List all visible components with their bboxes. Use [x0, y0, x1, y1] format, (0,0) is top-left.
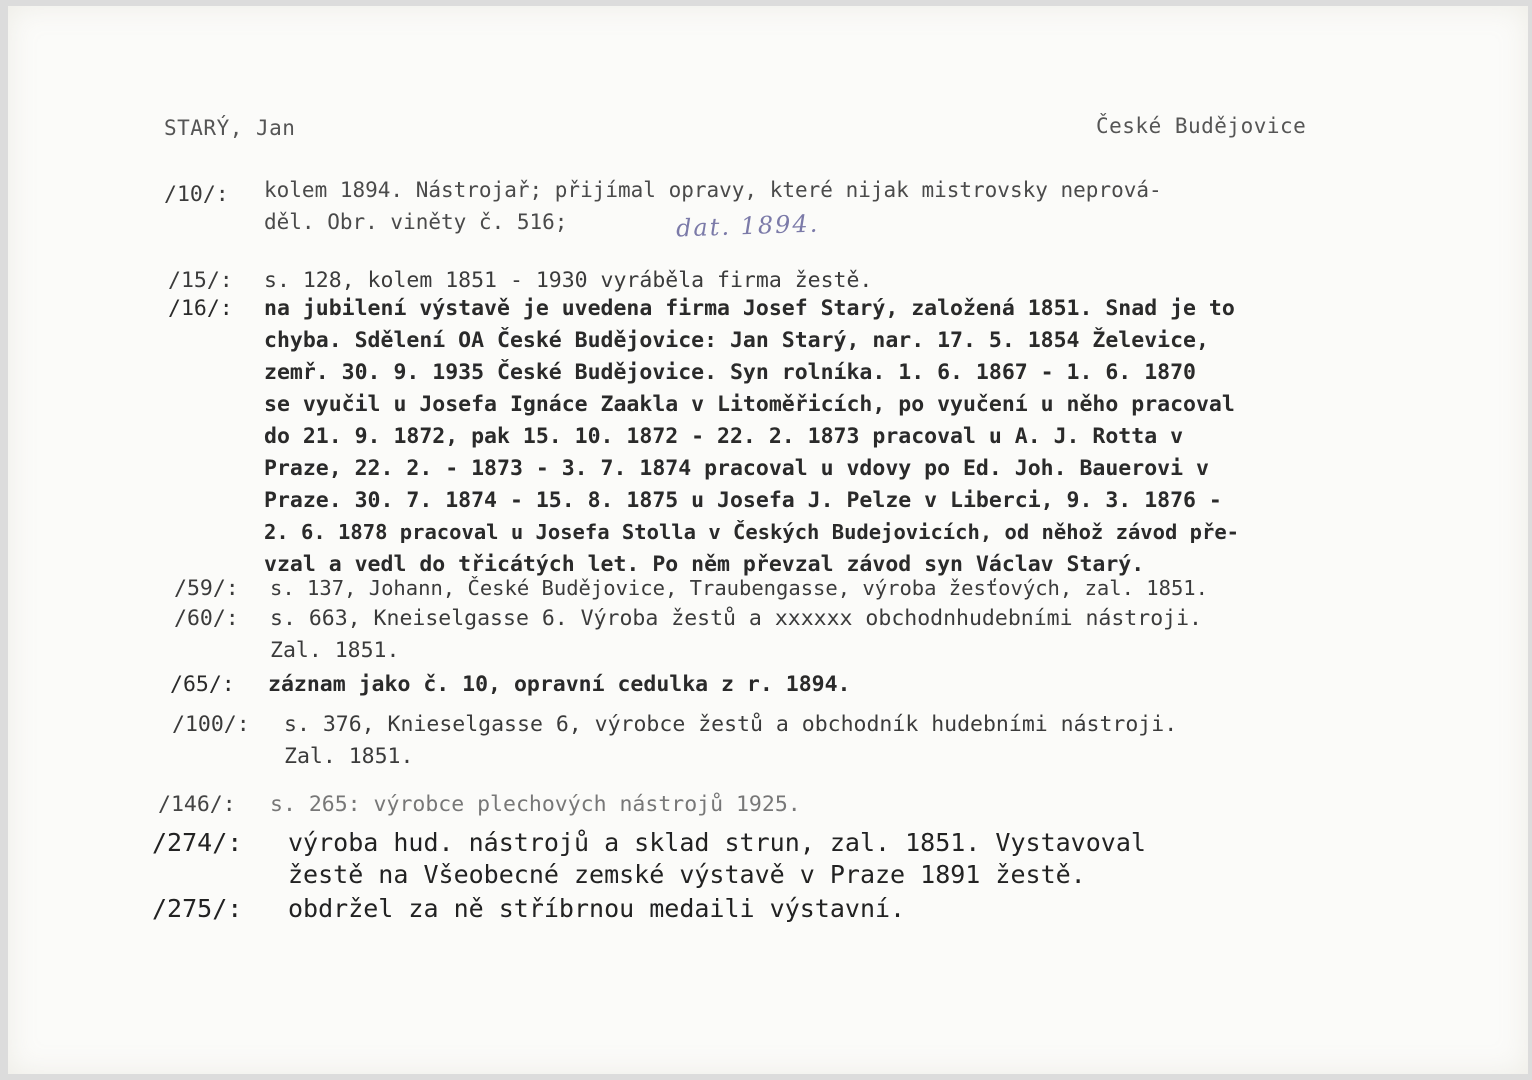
- entry-line: obdržel za ně stříbrnou medaili výstavní.: [288, 894, 906, 923]
- entry-line: vzal a vedl do třicátých let. Po něm převzal závod syn Václav Starý.: [264, 552, 1145, 577]
- entry-line: s. 128, kolem 1851 - 1930 vyráběla firma žestě.: [264, 268, 873, 293]
- entry-ref: /16/:: [168, 296, 233, 321]
- entry-ref: /59/:: [174, 576, 239, 601]
- entry-ref: /146/:: [158, 792, 236, 817]
- handwritten-annotation: dat. 1894.: [675, 209, 820, 243]
- entry-line: žestě na Všeobecné zemské výstavě v Praze 1891 žestě.: [288, 860, 1086, 889]
- entry-ref: /15/:: [168, 268, 233, 293]
- entry-line: výroba hud. nástrojů a sklad strun, zal. 1851. Vystavoval: [288, 828, 1146, 857]
- entry-line: Praze. 30. 7. 1874 - 15. 8. 1875 u Josefa J. Pelze v Liberci, 9. 3. 1876 -: [264, 488, 1222, 513]
- entry-line: s. 137, Johann, České Budějovice, Traubengasse, výroba žesťových, zal. 1851.: [270, 576, 1208, 600]
- entry-ref: /274/:: [152, 828, 243, 857]
- entry-ref: /65/:: [170, 672, 235, 697]
- entry-line: Praze, 22. 2. - 1873 - 3. 7. 1874 pracoval u vdovy po Ed. Joh. Bauerovi v: [264, 456, 1209, 481]
- card-header-name: STARÝ, Jan: [164, 116, 296, 140]
- entry-line: s. 265: výrobce plechových nástrojů 1925.: [270, 792, 801, 817]
- entry-ref: /100/:: [172, 712, 250, 737]
- entry-line: na jubilení výstavě je uvedena firma Josef Starý, založená 1851. Snad je to: [264, 296, 1235, 321]
- entry-ref: /275/:: [152, 894, 243, 923]
- entry-line: záznam jako č. 10, opravní cedulka z r. 1894.: [268, 672, 851, 697]
- entry-line: s. 376, Knieselgasse 6, výrobce žestů a obchodník hudebními nástroji.: [284, 712, 1178, 737]
- entry-line: chyba. Sdělení OA České Budějovice: Jan Starý, nar. 17. 5. 1854 Želevice,: [264, 328, 1209, 353]
- entry-line: s. 663, Kneiselgasse 6. Výroba žestů a xxxxxx obchodnhudebními nástroji.: [270, 606, 1202, 631]
- card-header-city: České Budějovice: [1096, 114, 1307, 138]
- entry-line: do 21. 9. 1872, pak 15. 10. 1872 - 22. 2. 1873 pracoval u A. J. Rotta v: [264, 424, 1184, 449]
- entry-line: kolem 1894. Nástrojař; přijímal opravy, které nijak mistrovsky neprová-: [264, 178, 1162, 202]
- entry-line: děl. Obr. viněty č. 516;: [264, 210, 568, 234]
- index-card: [8, 6, 1528, 1074]
- entry-line: zemř. 30. 9. 1935 České Budějovice. Syn rolníka. 1. 6. 1867 - 1. 6. 1870: [264, 360, 1196, 385]
- entry-line: Zal. 1851.: [270, 638, 400, 663]
- entry-ref: /60/:: [174, 606, 239, 631]
- entry-line: se vyučil u Josefa Ignáce Zaakla v Litoměřicích, po vyučení u něho pracoval: [264, 392, 1235, 417]
- entry-line: 2. 6. 1878 pracoval u Josefa Stolla v Českých Budejovicích, od něhož závod pře-: [264, 520, 1240, 544]
- entry-line: Zal. 1851.: [284, 744, 414, 769]
- entry-ref: /10/:: [164, 182, 229, 207]
